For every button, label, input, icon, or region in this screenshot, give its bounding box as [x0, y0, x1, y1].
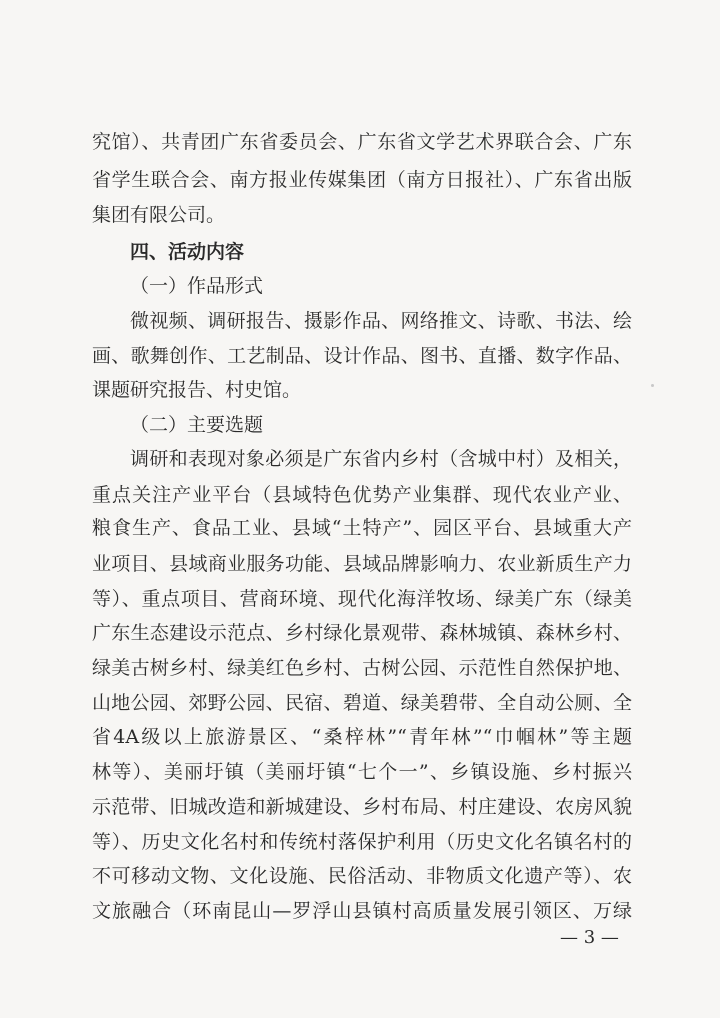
body-line-23: 文旅融合（环南昆山—罗浮山县镇村高质量发展引领区、万绿 [92, 900, 632, 922]
subsection-heading-1: （一）作品形式 [130, 275, 264, 297]
body-line-14: 等）、重点项目、营商环境、现代化海洋牧场、绿美广东（绿美 [92, 588, 632, 610]
body-line-7: 画、歌舞创作、工艺制品、设计作品、图书、直播、数字作品、 [92, 345, 632, 367]
body-line-16: 绿美古树乡村、绿美红色乡村、古树公园、示范性自然保护地、 [92, 657, 632, 679]
body-line-2: 省学生联合会、南方报业传媒集团（南方日报社）、广东省出版 [92, 169, 632, 191]
body-line-20: 示范带、旧城改造和新城建设、乡村布局、村庄建设、农房风貌 [92, 796, 632, 818]
subsection-heading-2: （二）主要选题 [130, 414, 264, 436]
body-line-19: 林等）、美丽圩镇（美丽圩镇“七个一”、乡镇设施、乡村振兴 [92, 761, 632, 783]
body-line-10: 调研和表现对象必须是广东省内乡村（含城中村）及相关， [130, 448, 632, 470]
body-line-12: 粮食生产、食品工业、县域“土特产”、园区平台、县域重大产 [92, 517, 632, 539]
body-line-11: 重点关注产业平台（县域特色优势产业集群、现代农业产业、 [92, 484, 632, 506]
body-line-6: 微视频、调研报告、摄影作品、网络推文、诗歌、书法、绘 [130, 310, 632, 332]
body-line-22: 不可移动文物、文化设施、民俗活动、非物质文化遗产等）、农 [92, 865, 632, 887]
page-number: — 3 — [560, 927, 619, 948]
body-line-17: 山地公园、郊野公园、民宿、碧道、绿美碧带、全自动公厕、全 [92, 692, 632, 714]
body-line-8: 课题研究报告、村史馆。 [92, 379, 302, 401]
scan-speck [651, 384, 654, 387]
body-line-18: 省4A级以上旅游景区、“桑梓林”“青年林”“巾帼林”等主题 [92, 726, 632, 748]
body-line-13: 业项目、县域商业服务功能、县域品牌影响力、农业新质生产力 [92, 553, 632, 575]
body-line-1: 究馆）、共青团广东省委员会、广东省文学艺术界联合会、广东 [92, 131, 632, 153]
body-line-15: 广东生态建设示范点、乡村绿化景观带、森林城镇、森林乡村、 [92, 622, 632, 644]
body-line-21: 等）、历史文化名村和传统村落保护利用（历史文化名镇名村的 [92, 831, 632, 853]
section-heading: 四、活动内容 [130, 241, 245, 263]
body-line-3: 集团有限公司。 [92, 204, 226, 226]
